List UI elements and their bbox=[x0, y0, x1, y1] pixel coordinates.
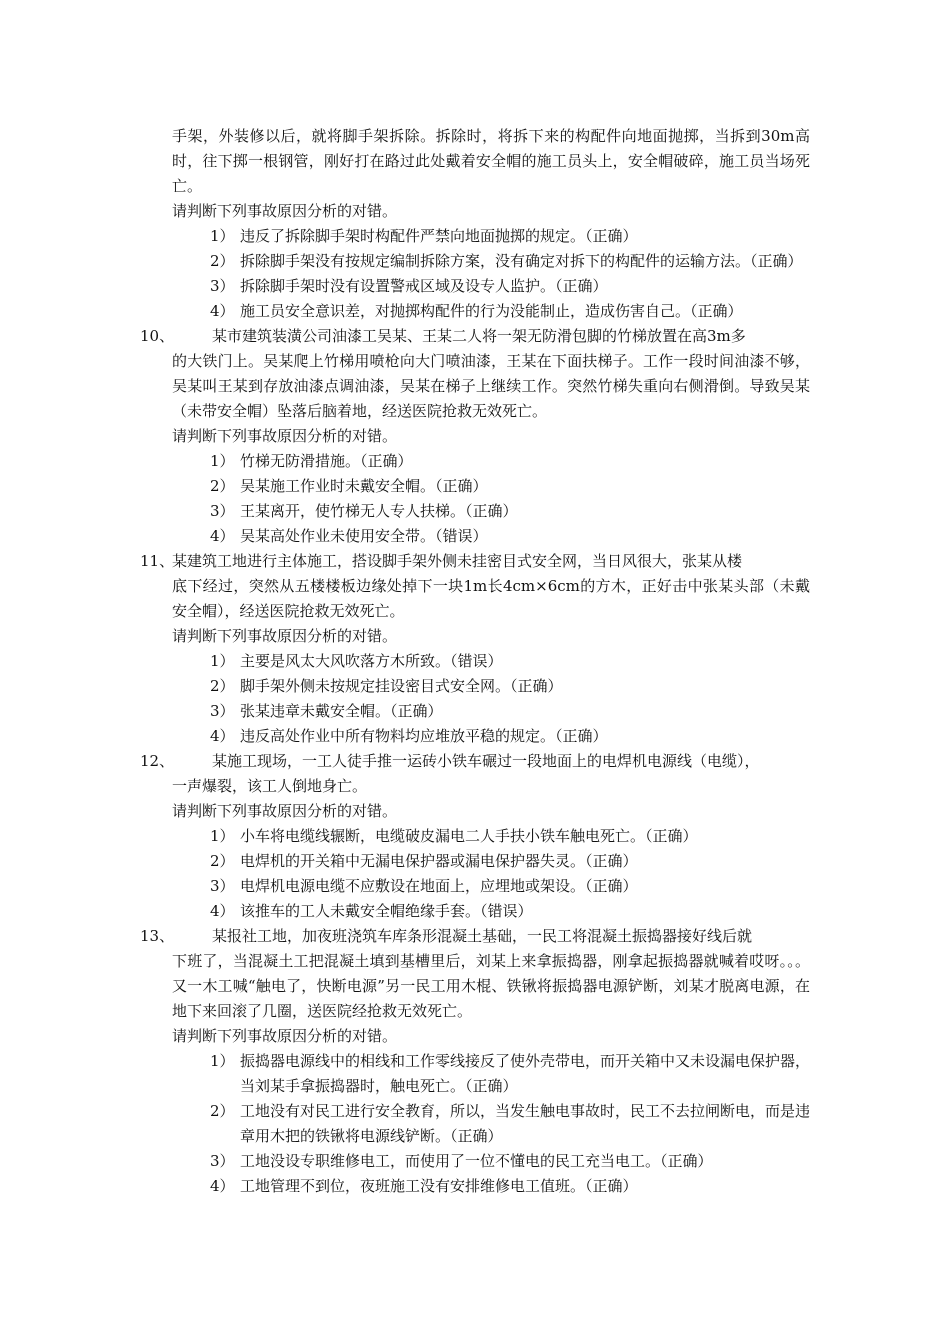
answer-number: 3） bbox=[210, 877, 235, 895]
question-number: 10、 bbox=[140, 327, 175, 345]
answer-item bbox=[140, 274, 810, 299]
answer-list bbox=[140, 649, 810, 749]
answer-number: 2） bbox=[210, 852, 235, 870]
question-body: 一声爆裂，该工人倒地身亡。 bbox=[172, 777, 368, 795]
answer-item bbox=[140, 449, 810, 474]
answer-item bbox=[140, 524, 810, 549]
question-body: 底下经过，突然从五楼楼板边缘处掉下一块1m长4cm×6cm的方木，正好击中张某头部（未戴安全帽），经送医院抢救无效死亡。 bbox=[172, 577, 810, 620]
answer-item bbox=[140, 499, 810, 524]
answer-text: 施工员安全意识差，对抛掷构配件的行为没能制止，造成伤害自己。（正确） bbox=[240, 302, 743, 320]
answer-number: 1） bbox=[210, 1052, 235, 1070]
answer-number: 1） bbox=[210, 452, 235, 470]
answer-item bbox=[140, 249, 810, 274]
answer-text: 拆除脚手架时没有设置警戒区域及设专人监护。（正确） bbox=[240, 277, 608, 295]
answer-item bbox=[140, 699, 810, 724]
question-10 bbox=[140, 324, 810, 549]
answer-number: 1） bbox=[210, 652, 235, 670]
answer-item bbox=[140, 1149, 810, 1174]
answer-text: 张某违章未戴安全帽。（正确） bbox=[240, 702, 443, 720]
answer-number: 4） bbox=[210, 902, 235, 920]
answer-text: 违反高处作业中所有物料均应堆放平稳的规定。（正确） bbox=[240, 727, 608, 745]
answer-text: 王某离开，使竹梯无人专人扶梯。（正确） bbox=[240, 502, 518, 520]
answer-text: 工地没设专职维修电工，而使用了一位不懂电的民工充当电工。（正确） bbox=[240, 1152, 713, 1170]
answer-text: 拆除脚手架没有按规定编制拆除方案，没有确定对拆下的构配件的运输方法。（正确） bbox=[240, 252, 803, 270]
answer-item bbox=[140, 474, 810, 499]
answer-item bbox=[140, 724, 810, 749]
answer-item bbox=[140, 299, 810, 324]
question-body: 下班了，当混凝土工把混凝土填到基槽里后，刘某上来拿振捣器，刚拿起振捣器就喊着哎呀。。。又一木工喊“触电了，快断电源”另一民工用木棍、铁锹将振捣器电源铲断，刘某才脱离电源，在地下来回滚了几圈，送医院经抢救无效死亡。 bbox=[172, 952, 810, 1020]
question-number: 13、 bbox=[140, 927, 175, 945]
question-lead-text: 某市建筑装潢公司油漆工吴某、王某二人将一架无防滑包脚的竹梯放置在高3m多 bbox=[212, 327, 746, 345]
answer-number: 4） bbox=[210, 727, 235, 745]
answer-number: 4） bbox=[210, 527, 235, 545]
answer-list bbox=[140, 224, 810, 324]
judgement-prompt: 请判断下列事故原因分析的对错。 bbox=[172, 202, 398, 220]
answer-number: 2） bbox=[210, 252, 235, 270]
judgement-prompt: 请判断下列事故原因分析的对错。 bbox=[172, 427, 398, 445]
question-lead-text: 某建筑工地进行主体施工，搭设脚手架外侧未挂密目式安全网，当日风很大，张某从楼 bbox=[172, 552, 743, 570]
answer-item bbox=[140, 674, 810, 699]
question-lead-text: 某施工现场，一工人徒手推一运砖小铁车碾过一段地面上的电焊机电源线（电缆）， bbox=[212, 752, 760, 770]
question-lead-text: 某报社工地，加夜班浇筑车库条形混凝土基础，一民工将混凝土振捣器接好线后就 bbox=[212, 927, 753, 945]
answer-item bbox=[140, 1099, 810, 1149]
question-number: 11、 bbox=[140, 552, 175, 570]
judgement-prompt: 请判断下列事故原因分析的对错。 bbox=[172, 1027, 398, 1045]
answer-item bbox=[140, 849, 810, 874]
answer-item bbox=[140, 1174, 810, 1199]
answer-text: 吴某高处作业未使用安全带。（错误） bbox=[240, 527, 488, 545]
answer-text: 电焊机电源电缆不应敷设在地面上，应埋地或架设。（正确） bbox=[240, 877, 638, 895]
question-heading bbox=[140, 549, 810, 574]
answer-list bbox=[140, 1049, 810, 1199]
document-content bbox=[140, 124, 810, 1199]
answer-number: 2） bbox=[210, 677, 235, 695]
answer-number: 1） bbox=[210, 227, 235, 245]
answer-number: 3） bbox=[210, 702, 235, 720]
answer-item bbox=[140, 874, 810, 899]
answer-text: 小车将电缆线辗断，电缆破皮漏电二人手扶小铁车触电死亡。（正确） bbox=[240, 827, 698, 845]
answer-number: 2） bbox=[210, 1102, 235, 1120]
question-heading bbox=[140, 324, 810, 349]
answer-text: 振捣器电源线中的相线和工作零线接反了使外壳带电，而开关箱中又未设漏电保护器，当刘某手拿振捣器时，触电死亡。（正确） bbox=[240, 1052, 811, 1095]
answer-number: 3） bbox=[210, 1152, 235, 1170]
answer-item bbox=[140, 1049, 810, 1099]
question-9-continuation bbox=[140, 124, 810, 324]
answer-number: 1） bbox=[210, 827, 235, 845]
case-description: 手架，外装修以后，就将脚手架拆除。拆除时，将拆下来的构配件向地面抛掷，当拆到30m高时，往下掷一根钢管，刚好打在路过此处戴着安全帽的施工员头上，安全帽破碎，施工员当场死亡。 bbox=[172, 127, 810, 195]
answer-text: 主要是风太大风吹落方木所致。（错误） bbox=[240, 652, 503, 670]
question-body: 的大铁门上。吴某爬上竹梯用喷枪向大门喷油漆，王某在下面扶梯子。工作一段时间油漆不够，吴某叫王某到存放油漆点调油漆，吴某在梯子上继续工作。突然竹梯失重向右侧滑倒。导致吴某（未带安全帽）坠落后脑着地，经送医院抢救无效死亡。 bbox=[172, 352, 810, 420]
answer-list bbox=[140, 824, 810, 924]
question-13 bbox=[140, 924, 810, 1199]
answer-list bbox=[140, 449, 810, 549]
answer-text: 该推车的工人未戴安全帽绝缘手套。（错误） bbox=[240, 902, 533, 920]
answer-item bbox=[140, 649, 810, 674]
answer-number: 3） bbox=[210, 277, 235, 295]
answer-text: 脚手架外侧未按规定挂设密目式安全网。（正确） bbox=[240, 677, 563, 695]
answer-number: 2） bbox=[210, 477, 235, 495]
question-11 bbox=[140, 549, 810, 749]
answer-item bbox=[140, 824, 810, 849]
answer-number: 3） bbox=[210, 502, 235, 520]
answer-text: 吴某施工作业时未戴安全帽。（正确） bbox=[240, 477, 488, 495]
judgement-prompt: 请判断下列事故原因分析的对错。 bbox=[172, 627, 398, 645]
judgement-prompt: 请判断下列事故原因分析的对错。 bbox=[172, 802, 398, 820]
answer-number: 4） bbox=[210, 1177, 235, 1195]
answer-number: 4） bbox=[210, 302, 235, 320]
answer-text: 工地没有对民工进行安全教育，所以，当发生触电事故时，民工不去拉闸断电，而是违章用木把的铁锹将电源线铲断。（正确） bbox=[240, 1102, 811, 1145]
answer-item bbox=[140, 899, 810, 924]
answer-text: 竹梯无防滑措施。（正确） bbox=[240, 452, 413, 470]
answer-text: 电焊机的开关箱中无漏电保护器或漏电保护器失灵。（正确） bbox=[240, 852, 638, 870]
answer-item bbox=[140, 224, 810, 249]
question-heading bbox=[140, 924, 810, 949]
question-number: 12、 bbox=[140, 752, 175, 770]
question-12 bbox=[140, 749, 810, 924]
answer-text: 工地管理不到位，夜班施工没有安排维修电工值班。（正确） bbox=[240, 1177, 638, 1195]
question-heading bbox=[140, 749, 810, 774]
answer-text: 违反了拆除脚手架时构配件严禁向地面抛掷的规定。（正确） bbox=[240, 227, 638, 245]
